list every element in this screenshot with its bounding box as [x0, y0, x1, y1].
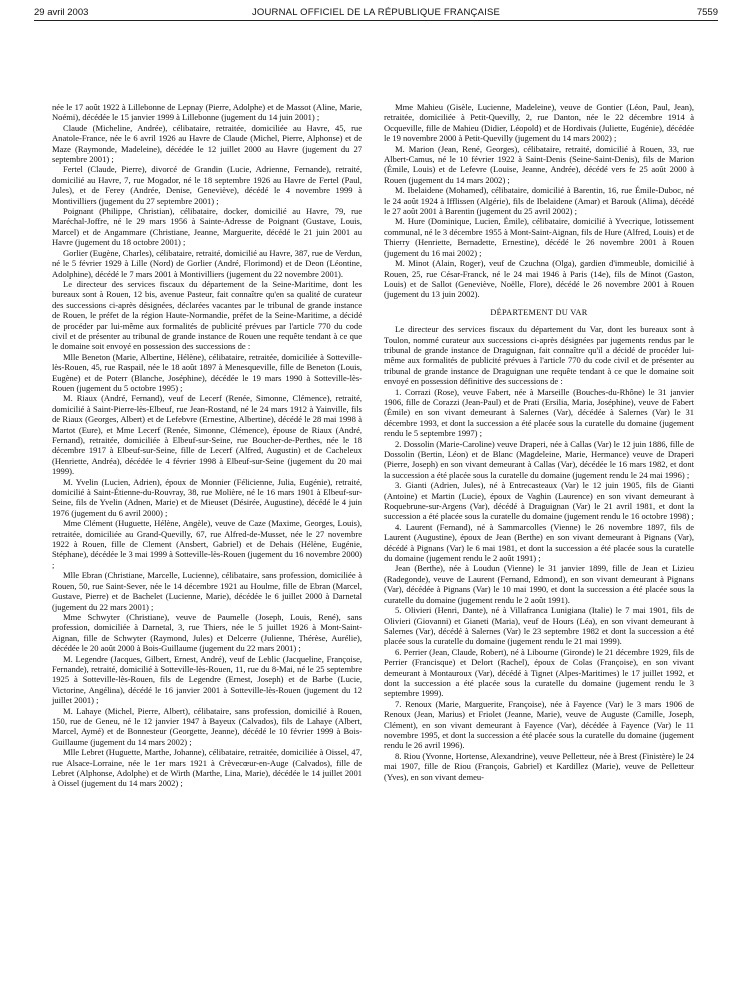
paragraph: Mme Schwyter (Christiane), veuve de Paumelle (Joseph, Louis, René), sans profession, domiciliée à Darnetal, 3, rue Thiers, née le 5 juillet 1926 à Mont-Saint-Aignan, fille de Schwyter (Raymond, Jules) et Delcerre (Julienne, Thérèse, Aurélie), décédée le 20 août 2000 à Bois-Guillaume (jugement du 22 mars 2001) ; — [52, 611, 362, 654]
page-number: 7559 — [696, 7, 718, 18]
paragraph: Mlle Ebran (Christiane, Marcelle, Lucienne), célibataire, sans profession, domiciliée à Rouen, 50, rue Saint-Sever, née le 14 décembre 1921 au Houlme, fille de Ebran (Marcel, Gustave, Pierre) et de Bachelet (Lucienne, Marie), décédée le 6 juillet 2000 à Darnetal (jugement du 22 mars 2001) ; — [52, 570, 362, 612]
paragraph: 7. Renoux (Marie, Marguerite, Françoise), née à Fayence (Var) le 3 mars 1906 de Renoux (Jean, Marius) et Friolet (Jeanne, Marie), veuve de Auguste (Camille, Joseph, Clément), en son vivant demeurant à Fayence (Var), décédée à Fayence (Var) le 11 novembre 1995, et dont la succession a été placée sous la curatelle du domaine (jugement rendu le 26 avril 1996). — [384, 698, 694, 751]
paragraph: 2. Dossolin (Marie-Caroline) veuve Draperi, née à Callas (Var) le 12 juin 1886, fille de Dossolin (Bertin, Léon) et de Blanc (Magdeleine, Marie, Hermance) veuve de Draperi (Pierre, Joseph) en son vivant demeurant à Callas (Var), décédée le 16 mars 1982, et dont la succession a été placée sous la curatelle du domaine (jugement rendu le 24 mai 1996) ; — [384, 438, 694, 480]
right-column — [384, 102, 694, 782]
header-date: 29 avril 2003 — [34, 7, 89, 18]
paragraph: 8. Riou (Yvonne, Hortense, Alexandrine), veuve Pelletteur, née à Brest (Finistère) le 24 mai 1907, fille de Riou (François, Gabriel) et Kardillez (Marie), veuve de Pelletteur (Yves), en son vivant demeu- — [384, 750, 694, 782]
paragraph: 5. Olivieri (Henri, Dante), né à Villafranca Lunigiana (Italie) le 7 mai 1901, fils de Olivieri (Giovanni) et Gianeti (Maria), veuf de Hours (Léa), en son vivant demeurant à Salernes (Var), décédé à Salernes (Var) le 23 septembre 1982 et dont la succession a été placée sous la curatelle du domaine (jugement rendu le 21 mai 1999). — [384, 605, 694, 647]
paragraph: Mme Mahieu (Gisèle, Lucienne, Madeleine), veuve de Gontier (Léon, Paul, Jean), retraitée, domiciliée à Petit-Quevilly, 2, rue Danton, née le 22 décembre 1914 à Ocqueville, fille de Mahieu (Didier, Léopold) et de Hordivais (Juliette, Eugénie), décédée le 19 novembre 2000 à Petit-Quevilly (jugement du 14 mars 2002) ; — [384, 102, 694, 144]
paragraph: 6. Perrier (Jean, Claude, Robert), né à Libourne (Gironde) le 21 décembre 1929, fils de Perrier (Francisque) et Delort (Rachel), époux de Colas (Françoise), en son vivant demeurant à Montauroux (Var), décédé à Tignet (Alpes-Maritimes) le 17 juillet 1992, et dont la succession a été placée sous la curatelle du domaine (jugement rendu le 3 septembre 1999). — [384, 646, 694, 699]
header-rule — [34, 20, 718, 21]
page-header — [34, 4, 718, 20]
paragraph: Le directeur des services fiscaux du département de la Seine-Maritime, dont les bureaux sont à Rouen, 12 bis, avenue Pasteur, fait connaître qu'en sa qualité de curateur des successions ci-après désignées, déclarées vacantes par le tribunal de grande instance de Rouen, le préfet de la région Haute-Normandie, préfet de la Seine-Maritime, a décidé de procéder par lui-même aux formalités de publicité prévues par l'article 770 du code civil et de présenter au tribunal de grande instance de Rouen une requête tendant à ce que le domaine soit envoyé en possession des successions de : — [52, 278, 362, 352]
paragraph: 1. Corrazi (Rose), veuve Fabert, née à Marseille (Bouches-du-Rhône) le 31 janvier 1906, fille de Corazzi (Jean-Paul) et de Prati (Ersilia, Maria, Joséphine), veuve de Fabert (Émile) en son vivant demeurant à Salernes (Var), décédée à Salernes (Var) le 31 décembre 1993, et dont la succession a été placée sous la curatelle du domaine (jugement rendu le 5 septembre 1997) ; — [384, 386, 694, 439]
paragraph: M. Yvelin (Lucien, Adrien), époux de Monnier (Félicienne, Julia, Eugénie), retraité, domicilié à Saint-Étienne-du-Rouvray, 38, rue Molière, né le 16 mars 1901 à Elbeuf-sur-Seine, fils de Yvelin (Adnen, Marie) et de Mieuset (Désirée, Augustine), décédé le 4 juin 1976 (jugement du 6 avril 2000) ; — [52, 476, 362, 518]
left-column — [52, 102, 362, 789]
paragraph: M. Lahaye (Michel, Pierre, Albert), célibataire, sans profession, domicilié à Rouen, 150, rue de Geneu, né le 12 janvier 1947 à Bayeux (Calvados), fils de Lahaye (Albert, Marcel, Aymé) et de Bonnesteur (Georgette, Jeanne), décédé le 10 février 1999 à Bois-Guillaume (jugement du 14 mars 2002) ; — [52, 705, 362, 747]
paragraph: Le directeur des services fiscaux du département du Var, dont les bureaux sont à Toulon, nommé curateur aux successions ci-après désignées par jugements rendus par le tribunal de grande instance de Draguignan, fait connaître qu'il a décidé de procéder lui-même aux formalités de publicité prévues à l'article 770 du code civil et de présenter au tribunal de grande instance de Draguignan une requête tendant à ce que le domaine soit envoyé en possession définitive des successions de : — [384, 324, 694, 387]
paragraph: Claude (Micheline, Andrée), célibataire, retraitée, domiciliée au Havre, 45, rue Anatole-France, née le 6 avril 1926 au Havre de Claude (Michel, Pierre, Alphonse) et de Maze (Raymonde, Madeleine), décédée le 12 juillet 2000 au Havre (jugement du 27 septembre 2001) ; — [52, 122, 362, 165]
journal-title: JOURNAL OFFICIEL DE LA RÉPUBLIQUE FRANÇAISE — [251, 7, 501, 18]
paragraph: 4. Laurent (Fernand), né à Sammarcolles (Vienne) le 26 novembre 1897, fils de Laurent (Augustine), époux de Jean (Berthe) en son vivant demeurant à Pignans (Var), décédé à Pignans (Var) le 6 mai 1981, et dont la succession a été placée sous la curatelle du domaine (jugement rendu le 2 août 1991) ; — [384, 521, 694, 564]
paragraph: Jean (Berthe), née à Loudun (Vienne) le 31 janvier 1899, fille de Jean et Lizieu (Radegonde), veuve de Laurent (Fernand, Edmond), en son vivant demeurant à Pignans (Var), décédée à Pignans (Var) le 10 mai 1990, et dont la succession a été placée sous la curatelle du domaine (jugement rendu le 2 août 1991). — [384, 563, 694, 605]
paragraph: Mlle Beneton (Marie, Albertine, Hélène), célibataire, retraitée, domiciliée à Sotteville-lès-Rouen, 45, rue Raspail, née le 18 août 1897 à Menesqueville, fille de Beneton (Louis, Eugène) et de Poterr (Blanche, Joséphine), décédée le 19 mars 1990 à Sotteville-lès-Rouen (jugement du 5 octobre 1995) ; — [52, 351, 362, 393]
paragraph: M. Riaux (André, Fernand), veuf de Lecerf (Renée, Simonne, Clémence), retraité, domicilié à Saint-Pierre-lès-Elbeuf, rue Jean-Rostand, né le 24 mars 1912 à Yainville, fils de Riaux (Georges, Albert) et de Lefebvre (Ernestine, Albertine), décédé le 28 mai 1998 à Martot (Eure), et Mme Lecerf (Renée, Simonne, Clémence), épouse de Riaux (André, Fernand), retraitée, domiciliée à Elbeuf-sur-Seine, rue Boucher-de-Perthes, née le 18 décembre 1917 à Elbeuf-sur-Seine, fille de Lecerf (Alfred, Augustin) et de Cacheleux (Henriette, Andréa), décédée le 4 février 1998 à Elbeuf-sur-Seine (jugement du 20 mai 1999). — [52, 393, 362, 477]
paragraph: Mlle Lebret (Huguette, Marthe, Johanne), célibataire, retraitée, domiciliée à Oissel, 47, rue Alsace-Lorraine, née le 1er mars 1921 à Crèvecœur-en-Auge (Calvados), fille de Lebret (Alphonse, Adolphe) et de Wirth (Marthe, Lina, Marie), décédée le 14 juillet 2001 à Oissel (jugement du 14 mars 2002) ; — [52, 747, 362, 789]
paragraph: M. Marion (Jean, René, Georges), célibataire, retraité, domicilié à Rouen, 33, rue Albert-Camus, né le 10 février 1922 à Saint-Denis (Seine-Saint-Denis), fils de Marion (Émile, Louis) et de Lefevre (Louise, Jeanne, Andrée), décédé vers fe 25 août 2000 à Rouen (jugement du 14 mars 2002) ; — [384, 143, 694, 185]
paragraph: Poignant (Philippe, Christian), célibataire, docker, domicilié au Havre, 79, rue Maréchal-Joffre, né le 29 mars 1956 à Sainte-Adresse de Poignant (Gustave, Louis, Marcel) et de Angammare (Christiane, Jeanne, Marguerite, décédé le 21 juin 2001 au Havre (jugement du 18 octobre 2001) ; — [52, 206, 362, 248]
paragraph: Mme Clément (Huguette, Hélène, Angèle), veuve de Caze (Maxime, Georges, Louis), retraitée, domiciliée au Grand-Quevilly, 67, rue Alfred-de-Musset, née le 27 novembre 1922 à Rouen, fille de Clement (Ansbert, Gabriel) et de Dehais (Hélène, Eugénie, Stéphane), décédée le 3 mai 1999 à Sotteville-lès-Rouen (jugement du 16 novembre 2000) ; — [52, 518, 362, 570]
paragraph: Gorlier (Eugène, Charles), célibataire, retraité, domicilié au Havre, 387, rue de Verdun, né le 5 février 1929 à Lille (Nord) de Gorlier (André, Florimond) et de Deon (Léontine, Adolphine), décédé le 7 mars 2001 à Montivilliers (jugement du 22 novembre 2001). — [52, 247, 362, 279]
paragraph: M. Ibelaidene (Mohamed), célibataire, domicilié à Barentin, 16, rue Émile-Duboc, né le 24 août 1924 à Ifflissen (Algérie), fils de Ibelaidene (Amar) et Barouk (Alima), décédé le 27 août 2001 à Barentin (jugement du 25 avril 2002) ; — [384, 185, 694, 217]
section-title: DÉPARTEMENT DU VAR — [490, 307, 588, 317]
paragraph: 3. Gianti (Adrien, Jules), né à Entrecasteaux (Var) le 12 juin 1905, fils de Gianti (Antoine) et Martin (Lucie), époux de Vaghin (Laurence) en son vivant demeurant à Roquebrune-sur-Argens (Var), décédé à Draguignan (Var) le 21 avril 1981, et dont la succession a été placée sous la curatelle du domaine (jugement rendu le 16 octobre 1998) ; — [384, 480, 694, 522]
paragraph: M. Hure (Dominique, Lucien, Émile), célibataire, domicilié à Yvecrique, lotissement communal, né le 3 décembre 1955 à Mont-Saint-Aignan, fils de Hure (Alfred, Louis) et de Thierry (Henriette, Bernadette, Ernestine), décédé le 26 novembre 2001 à Rouen (jugement du 16 mai 2002) ; — [384, 216, 694, 258]
paragraph: M. Legendre (Jacques, Gilbert, Ernest, André), veuf de Leblic (Jacqueline, Françoise, Fernande), retraité, domicilié à Sotteville-lès-Rouen, 11, rue du 8-Mai, né le 25 septembre 1925 à Sotteville-lès-Rouen, fils de Legendre (Ernest, Joseph) et de Barbe (Lucie, Victorine, Angélina), décédé le 16 janvier 2001 à Sotteville-lès-Rouen (jugement du 12 juillet 2001) ; — [52, 653, 362, 706]
paragraph: Fertel (Claude, Pierre), divorcé de Grandin (Lucie, Adrienne, Fernande), retraité, domicilié au Havre, 7, rue Mogador, né le 18 septembre 1926 au Havre de Fertel (Paul, Jules), et de Ferey (Andrée, Denise, Geneviève), décédé le 4 novembre 1999 à Montivilliers (jugement du 27 septembre 2001) ; — [52, 164, 362, 206]
paragraph: née le 17 août 1922 à Lillebonne de Lepnay (Pierre, Adolphe) et de Massot (Aline, Marie, Noémi), décédée le 15 janvier 1999 à Lillebonne (jugement du 14 juin 2001) ; — [52, 102, 362, 123]
paragraph: M. Minot (Alain, Roger), veuf de Czuchna (Olga), gardien d'immeuble, domicilié à Rouen, 25, rue César-Franck, né le 24 mai 1946 à Paris (14e), fils de Minot (Gaston, Louis) et de Sallot (Geneviève, Noëlle, Flore), décédé le 26 novembre 2001 à Rouen (jugement du 13 juin 2002). — [384, 258, 694, 300]
